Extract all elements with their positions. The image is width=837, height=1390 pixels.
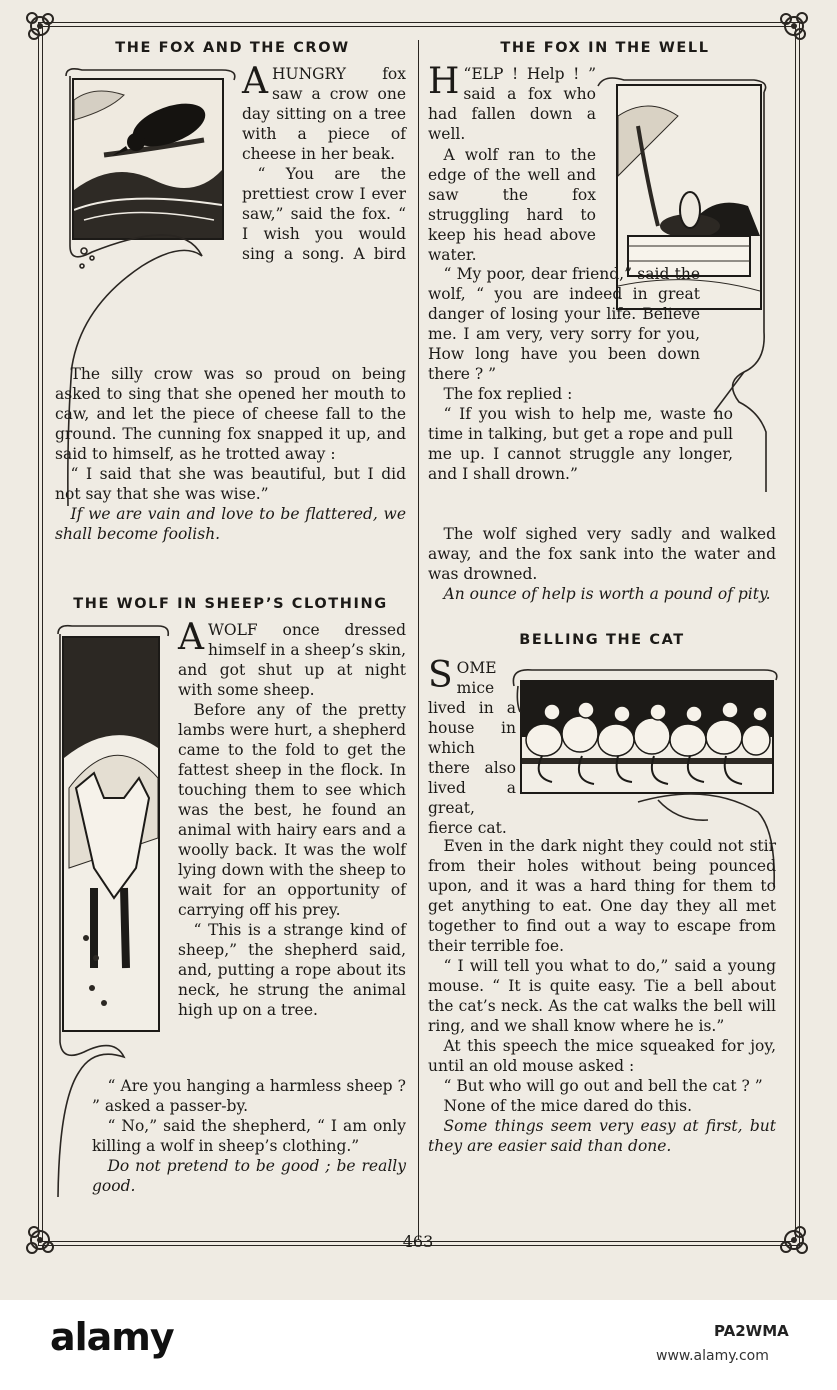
story-moral: An ounce of help is worth a pound of pity. — [443, 585, 771, 603]
story-moral: Do not pretend to be good ; be really good. — [92, 1157, 406, 1195]
site-url: www.alamy.com — [656, 1348, 769, 1364]
corner-ornament-icon — [20, 1220, 60, 1260]
image-id: PA2WMA — [714, 1322, 789, 1340]
corner-ornament-icon — [774, 1220, 814, 1260]
story-moral: If we are vain and love to be flattered, we shall become foolish. — [55, 505, 406, 543]
drop-cap: A — [178, 617, 204, 658]
story-lead-fox-well: H “ELP ! Help ! ” said a fox who had fallen down a well. — [428, 61, 596, 143]
corner-ornament-icon — [20, 6, 60, 46]
story-lead-belling-cat: SOME mice lived in a house in which there also lived a great, fierce cat. — [428, 655, 516, 837]
story-para: “ You are the prettiest crow I ever saw,” said the fox. “ I wish you would sing a song. A bird — [242, 165, 406, 263]
story-para: A wolf ran to the edge of the well and saw the fox struggling hard to keep his head above water. — [428, 146, 596, 264]
drop-cap: S — [428, 655, 453, 696]
alamy-logo: alamy — [50, 1315, 174, 1359]
story-body-fox-crow: The silly crow was so proud on being asked to sing that she opened her mouth to caw, and let the piece of cheese fall to the ground. The cunning fox snapped it up, and said to himself, as he trotted away : “ I said that she was beautiful, but I did not say that she was wise.” If we are vain and love to be flattered, we shall become foolish. — [55, 365, 406, 543]
drop-cap: H — [428, 61, 460, 102]
story-body-belling-cat: Even in the dark night they could not stir from their holes without being pounced upon, and it was a hard thing for them to get anything to eat. One day they all met together to find out a way to escape from their terrible foe. “ I will tell you what to do,” said a young mouse. “ It is quite easy. Tie a bell about the cat’s neck. As the cat walks the bell will ring, and we shall know where he is.” At this speech the mice squeaked for joy, until an old mouse asked : “ But who will go out and bell the cat ? ” None of the mice dared do this. Some things seem very easy at first, but they are easier said than done. — [428, 837, 776, 1155]
story-title-belling-cat: BELLING THE CAT — [519, 632, 685, 648]
drop-cap: A — [242, 61, 268, 102]
column-divider — [418, 40, 419, 1240]
story-body-wolf-sheep: “ Are you hanging a harmless sheep ? ” asked a passer-by. “ No,” said the shepherd, “ I am only killing a wolf in sheep’s clothing.” Do not pretend to be good ; be really good. — [92, 1077, 406, 1195]
story-moral: Some things seem very easy at first, but they are easier said than done. — [428, 1117, 776, 1155]
story-body-fox-well: “ My poor, dear friend,” said the wolf, “ you are indeed in great danger of losing your life. Believe me. I am very, very sorry for you, How long have you been down there ? ” The fox replied : “ If you wish to help me, waste no time in talking, but get a rope and pull me up. I cannot struggle any longer, and I shall drown.” — [428, 265, 733, 483]
story-body-fox-well-end: The wolf sighed very sadly and walked away, and the fox sank into the water and was drowned. An ounce of help is worth a pound of pity. — [428, 525, 776, 603]
story-title-fox-well: THE FOX IN THE WELL — [500, 40, 710, 56]
corner-ornament-icon — [774, 6, 814, 46]
story-title-fox-crow: THE FOX AND THE CROW — [115, 40, 350, 56]
story-lead-fox-crow: AHUNGRY fox saw a crow one day sitting on a tree with a piece of cheese in her beak. — [242, 61, 406, 163]
page-number: 463 — [402, 1232, 434, 1251]
story-lead-wolf-sheep: AWOLF once dressed himself in a sheep’s skin, and got shut up at night with some sheep. Before any of the pretty lambs were hurt, a shepherd came to the fold to get the fattest sheep in the flock. In touching them to see which was the best, he found an animal with hairy ears and a woolly back. It was the wolf lying down with the sheep to wait for an opportunity of carrying off his prey. “ This is a strange kind of sheep,” the shepherd said, and, putting a rope about its neck, he strung the animal high up on a tree. — [178, 617, 406, 1019]
story-title-wolf-sheep: THE WOLF IN SHEEP’S CLOTHING — [73, 596, 388, 612]
